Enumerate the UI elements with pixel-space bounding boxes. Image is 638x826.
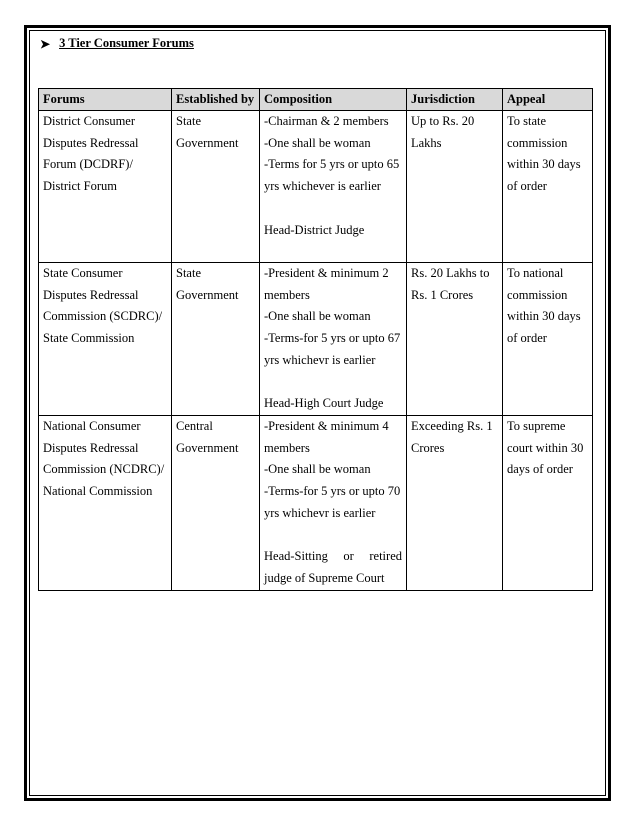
cell-line: Commission (SCDRC)/ bbox=[43, 309, 163, 324]
cell-line: State Commission bbox=[43, 331, 135, 346]
cell-line: court within 30 bbox=[507, 440, 584, 455]
cell-line: Exceeding Rs. 1 bbox=[411, 418, 493, 433]
header-established-by: Established by bbox=[172, 89, 260, 111]
cell-line: -President & minimum 4 bbox=[264, 418, 389, 433]
cell-line: Government bbox=[176, 440, 239, 455]
header-forums: Forums bbox=[39, 89, 172, 111]
composition-head: Head-Sitting or retired judge of Supreme Court bbox=[264, 549, 402, 585]
header-jurisdiction: Jurisdiction bbox=[407, 89, 503, 111]
cell-line: Rs. 1 Crores bbox=[411, 287, 474, 302]
cell-line: Government bbox=[176, 287, 239, 302]
cell-line: commission bbox=[507, 287, 568, 302]
cell-forum bbox=[39, 415, 172, 590]
cell-line: -Terms for 5 yrs or upto 65 bbox=[264, 157, 400, 172]
cell-jurisdiction bbox=[407, 263, 503, 416]
blank-line bbox=[264, 198, 402, 220]
header-appeal: Appeal bbox=[503, 89, 593, 111]
cell-line: within 30 days bbox=[507, 157, 581, 172]
cell-line: Central bbox=[176, 418, 213, 433]
cell-appeal bbox=[503, 111, 593, 263]
cell-jurisdiction bbox=[407, 415, 503, 590]
cell-line: Lakhs bbox=[411, 135, 442, 150]
table-row-district bbox=[39, 111, 593, 263]
cell-line: within 30 days bbox=[507, 309, 581, 324]
cell-line: Disputes Redressal bbox=[43, 135, 139, 150]
cell-line: Up to Rs. 20 bbox=[411, 114, 475, 128]
blank-line bbox=[264, 372, 402, 394]
cell-line: yrs whichevr is earlier bbox=[264, 505, 376, 520]
table-row-state bbox=[39, 263, 593, 416]
cell-forum bbox=[39, 263, 172, 416]
cell-line: of order bbox=[507, 331, 547, 346]
cell-established-by bbox=[172, 415, 260, 590]
cell-line: To state bbox=[507, 114, 547, 128]
cell-line: National Commission bbox=[43, 484, 153, 499]
blank-line bbox=[264, 524, 402, 546]
cell-line: yrs whichevr is earlier bbox=[264, 352, 376, 367]
cell-line: -Terms-for 5 yrs or upto 67 bbox=[264, 331, 401, 346]
arrow-bullet-icon: ➤ bbox=[40, 36, 51, 51]
cell-line: -Chairman & 2 members bbox=[264, 114, 389, 128]
cell-line: State bbox=[176, 114, 201, 128]
cell-composition bbox=[260, 263, 407, 416]
cell-line: To supreme bbox=[507, 418, 566, 433]
cell-composition bbox=[260, 415, 407, 590]
cell-line: days of order bbox=[507, 462, 573, 477]
cell-line: Commission (NCDRC)/ bbox=[43, 462, 165, 477]
cell-line: -President & minimum 2 bbox=[264, 266, 389, 280]
cell-line: District Consumer bbox=[43, 114, 136, 128]
cell-line: Disputes Redressal bbox=[43, 287, 139, 302]
cell-composition bbox=[260, 111, 407, 263]
cell-jurisdiction bbox=[407, 111, 503, 263]
section-heading bbox=[40, 36, 194, 51]
cell-line: Crores bbox=[411, 440, 445, 455]
cell-line: State Consumer bbox=[43, 266, 123, 280]
cell-line: To national bbox=[507, 266, 564, 280]
header-composition: Composition bbox=[260, 89, 407, 111]
cell-line: National Consumer bbox=[43, 418, 141, 433]
cell-line: commission bbox=[507, 135, 568, 150]
cell-line: District Forum bbox=[43, 179, 117, 194]
section-title: 3 Tier Consumer Forums bbox=[59, 36, 194, 50]
cell-line: -One shall be woman bbox=[264, 135, 371, 150]
cell-line: of order bbox=[507, 179, 547, 194]
cell-established-by bbox=[172, 263, 260, 416]
cell-line: State bbox=[176, 266, 201, 280]
cell-line: Disputes Redressal bbox=[43, 440, 139, 455]
cell-line: -One shall be woman bbox=[264, 462, 371, 477]
cell-line: members bbox=[264, 287, 310, 302]
table-header-row bbox=[39, 89, 593, 111]
cell-line: members bbox=[264, 440, 310, 455]
composition-head: Head-District Judge bbox=[264, 222, 365, 237]
cell-line: yrs whichever is earlier bbox=[264, 179, 381, 194]
consumer-forums-table bbox=[38, 88, 593, 591]
composition-head: Head-High Court Judge bbox=[264, 396, 384, 411]
cell-line: -One shall be woman bbox=[264, 309, 371, 324]
cell-appeal bbox=[503, 415, 593, 590]
cell-appeal bbox=[503, 263, 593, 416]
cell-line: Forum (DCDRF)/ bbox=[43, 157, 133, 172]
cell-established-by bbox=[172, 111, 260, 263]
cell-forum bbox=[39, 111, 172, 263]
cell-line: Government bbox=[176, 135, 239, 150]
cell-line: Rs. 20 Lakhs to bbox=[411, 266, 490, 280]
cell-line: -Terms-for 5 yrs or upto 70 bbox=[264, 484, 401, 499]
table-row-national bbox=[39, 415, 593, 590]
